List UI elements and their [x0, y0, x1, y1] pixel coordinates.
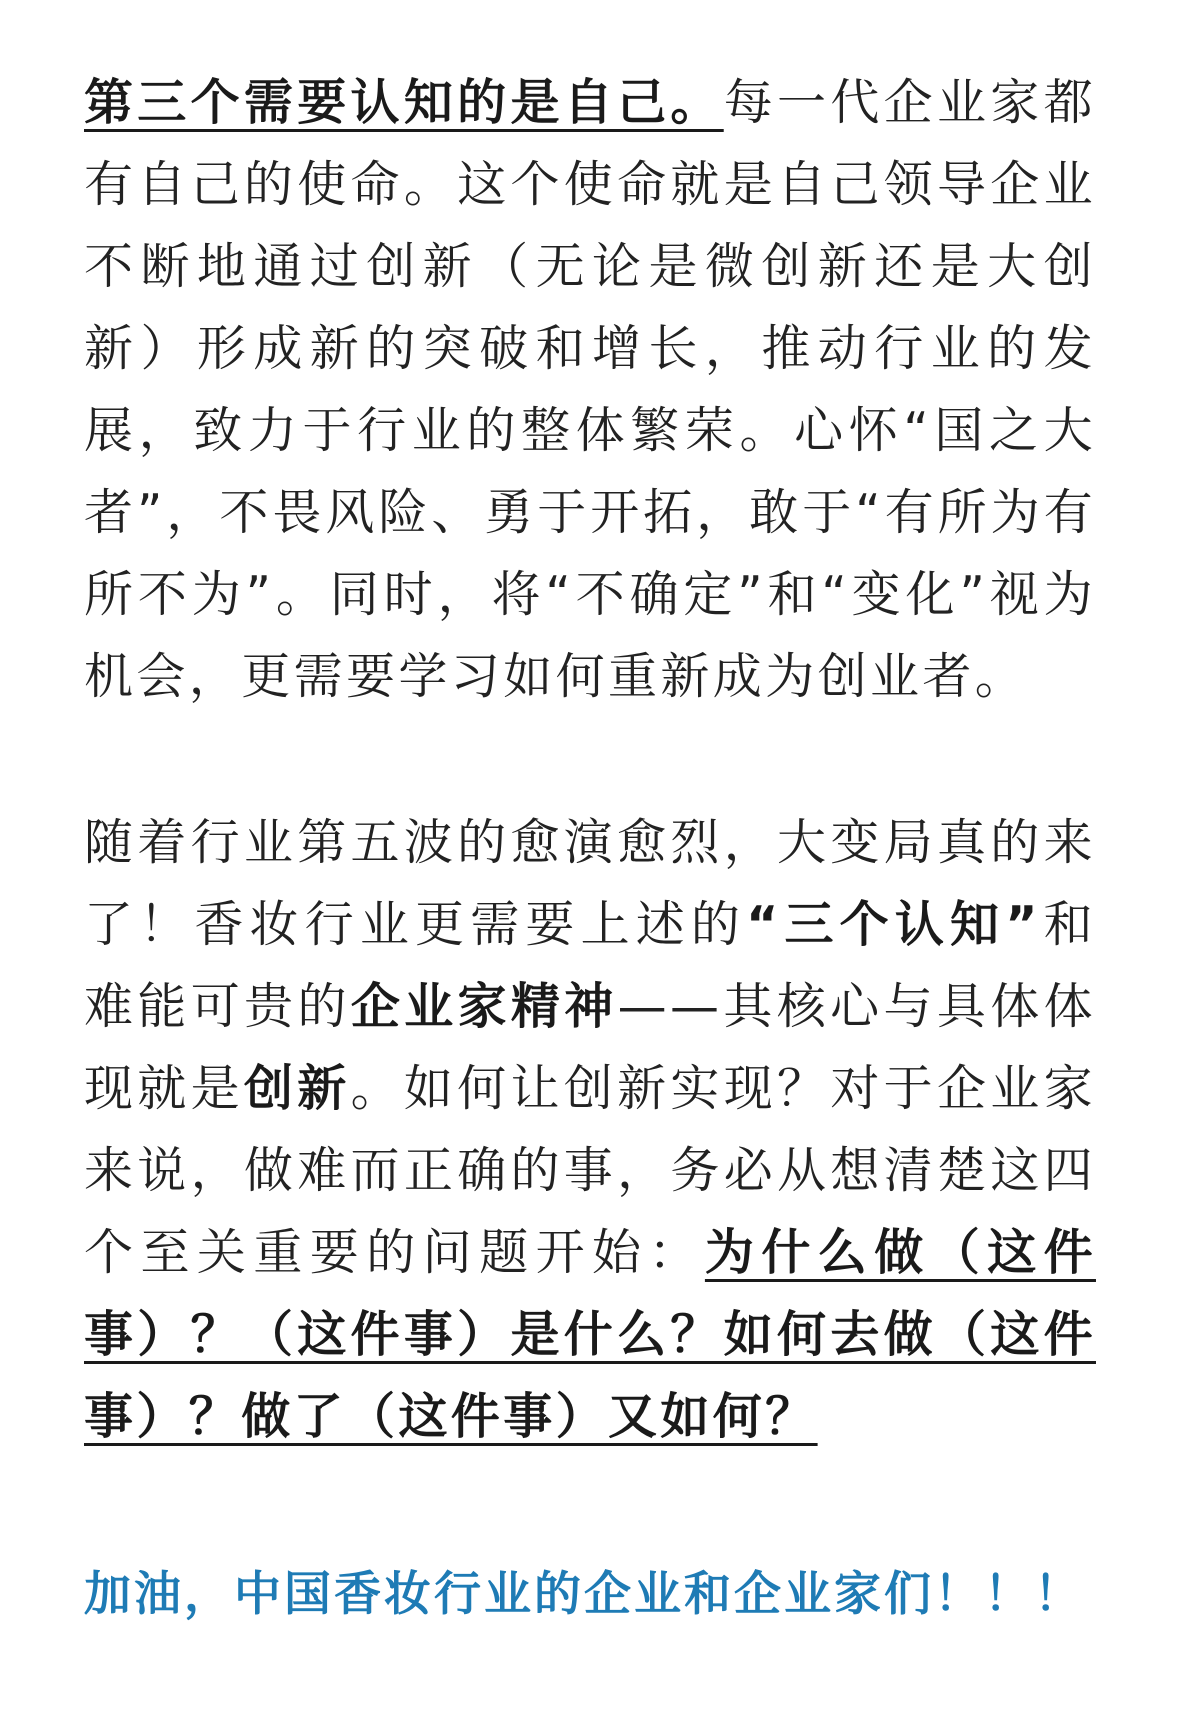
paragraph-text: 随着行业第五波的愈演愈烈，大变局真的来了！香妆行业更需要上述的	[84, 814, 1096, 953]
bold-innovation: 创新	[243, 1060, 351, 1117]
lead-sentence: 第三个需要认知的是自己。	[84, 74, 724, 131]
article-body	[84, 62, 1096, 1683]
paragraph-self-cognition	[84, 62, 1096, 718]
bold-entrepreneur-spirit: 企业家精神	[350, 978, 618, 1035]
bold-three-cognitions: “三个认知”	[746, 896, 1041, 953]
closing-slogan: 加油，中国香妆行业的企业和企业家们！！！	[84, 1567, 1084, 1622]
paragraph-text: 。如何让创新实现？对于企业家来说，做难而正确的事，务必从想清楚这四个至关重要的问题开始：	[84, 1060, 1096, 1281]
paragraph-text: 和难能可贵的	[84, 896, 1097, 1035]
paragraph-innovation	[84, 802, 1096, 1458]
four-questions: 为什么做（这件事）？（这件事）是什么？如何去做（这件事）？做了（这件事）又如何？	[84, 1224, 1096, 1445]
paragraph-text: 每一代企业家都有自己的使命。这个使命就是自己领导企业不断地通过创新（无论是微创新还是大创新）形成新的突破和增长，推动行业的发展，致力于行业的整体繁荣。心怀“国之大者”，不畏风险、勇于开拓，敢于“有所为有所不为”。同时，将“不确定”和“变化”视为机会，更需要学习如何重新成为创业者。	[84, 74, 1096, 705]
paragraph-text: ——其核心与具体体现就是	[84, 978, 1096, 1117]
